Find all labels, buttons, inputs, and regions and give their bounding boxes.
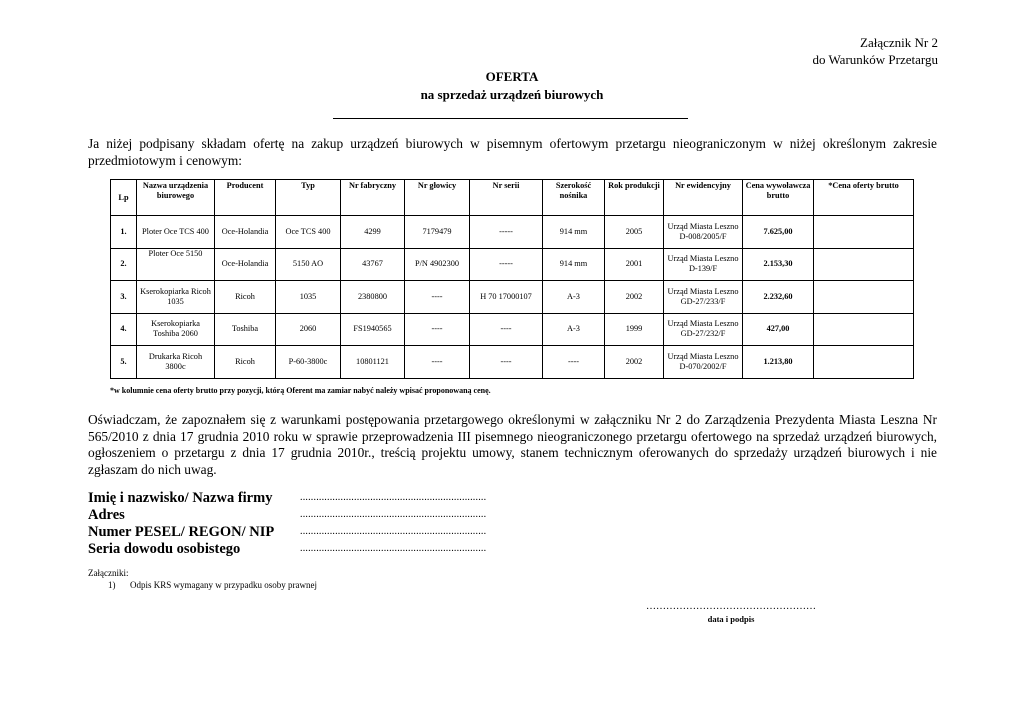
cell-type: 5150 AO: [276, 248, 341, 281]
annex-line-1: Załącznik Nr 2: [860, 35, 938, 50]
header-media-width: Szerokość nośnika: [543, 180, 605, 216]
attachments-heading: Załączniki:: [88, 568, 129, 578]
table-header-row: [111, 180, 914, 216]
cell-head-number: P/N 4902300: [405, 248, 470, 281]
cell-head-number: ----: [405, 346, 470, 379]
header-serial-number: Nr fabryczny: [341, 180, 405, 216]
cell-head-number: ----: [405, 313, 470, 346]
annex-line-2: do Warunków Przetargu: [812, 52, 938, 67]
cell-media-width: A-3: [543, 313, 605, 346]
attachment-text: Odpis KRS wymagany w przypadku osoby prawnej: [130, 580, 317, 590]
table-row: [111, 281, 914, 314]
cell-serial-number: FS1940565: [341, 313, 405, 346]
cell-producer: Oce-Holandia: [215, 216, 276, 249]
cell-media-width: 914 mm: [543, 216, 605, 249]
cell-media-width: 914 mm: [543, 248, 605, 281]
cell-production-year: 2002: [605, 346, 664, 379]
cell-starting-price: 427,00: [743, 313, 814, 346]
cell-serial-number: 2380800: [341, 281, 405, 314]
field-label-address: Adres: [88, 507, 125, 523]
cell-starting-price: 7.625,00: [743, 216, 814, 249]
cell-serial-number: 10801121: [341, 346, 405, 379]
cell-type: 1035: [276, 281, 341, 314]
cell-series-number: -----: [470, 216, 543, 249]
document-title: OFERTA: [485, 69, 539, 84]
address-field[interactable]: .....................................................................: [300, 509, 487, 520]
annex-header: [812, 34, 938, 68]
cell-inventory-number: Urząd Miasta Leszno D-070/2002/F: [664, 346, 743, 379]
cell-series-number: -----: [470, 248, 543, 281]
cell-inventory-number: Urząd Miasta Leszno GD-27/233/F: [664, 281, 743, 314]
cell-producer: Ricoh: [215, 346, 276, 379]
cell-production-year: 2002: [605, 281, 664, 314]
header-lp: Lp: [111, 180, 137, 216]
cell-lp: 4.: [111, 313, 137, 346]
cell-head-number: 7179479: [405, 216, 470, 249]
cell-offer-price-input[interactable]: [814, 248, 914, 281]
cell-producer: Ricoh: [215, 281, 276, 314]
cell-production-year: 2001: [605, 248, 664, 281]
header-type: Typ: [276, 180, 341, 216]
header-producer: Producent: [215, 180, 276, 216]
header-head-number: Nr głowicy: [405, 180, 470, 216]
table-row: [111, 346, 914, 379]
header-offer-price: *Cena oferty brutto: [814, 180, 914, 216]
cell-media-width: ----: [543, 346, 605, 379]
document-subtitle: na sprzedaż urządzeń biurowych: [420, 87, 604, 102]
cell-type: Oce TCS 400: [276, 216, 341, 249]
cell-device-name: Ploter Oce 5150: [137, 248, 215, 281]
intro-paragraph: Ja niżej podpisany składam ofertę na zakup urządzeń biurowych w pisemnym ofertowym przetargu nieograniczonym w niżej określonym zakresie przedmiotowym i cenowym:: [88, 136, 937, 168]
cell-series-number: ----: [470, 346, 543, 379]
cell-starting-price: 1.213,80: [743, 346, 814, 379]
cell-production-year: 2005: [605, 216, 664, 249]
attachment-number: 1): [108, 580, 116, 590]
field-label-name: Imię i nazwisko/ Nazwa firmy: [88, 490, 273, 506]
cell-device-name: Ploter Oce TCS 400: [137, 216, 215, 249]
cell-type: 2060: [276, 313, 341, 346]
cell-inventory-number: Urząd Miasta Leszno GD-27/232/F: [664, 313, 743, 346]
cell-starting-price: 2.153,30: [743, 248, 814, 281]
cell-inventory-number: Urząd Miasta Leszno D-008/2005/F: [664, 216, 743, 249]
cell-offer-price-input[interactable]: [814, 281, 914, 314]
cell-lp: 3.: [111, 281, 137, 314]
field-label-id-series: Seria dowodu osobistego: [88, 541, 241, 557]
field-label-id-number: Numer PESEL/ REGON/ NIP: [88, 524, 275, 540]
cell-type: P-60-3800c: [276, 346, 341, 379]
cell-serial-number: 43767: [341, 248, 405, 281]
cell-lp: 2.: [111, 248, 137, 281]
cell-device-name: Kserokopiarka Ricoh 1035: [137, 281, 215, 314]
name-field[interactable]: .....................................................................: [300, 492, 487, 503]
offer-table: [110, 179, 914, 379]
table-footnote: *w kolumnie cena oferty brutto przy pozycji, którą Oferent ma zamiar nabyć należy wpisać proponowaną cenę.: [110, 386, 491, 395]
cell-production-year: 1999: [605, 313, 664, 346]
cell-series-number: H 70 17000107: [470, 281, 543, 314]
cell-lp: 5.: [111, 346, 137, 379]
cell-producer: Oce-Holandia: [215, 248, 276, 281]
cell-inventory-number: Urząd Miasta Leszno D-139/F: [664, 248, 743, 281]
cell-offer-price-input[interactable]: [814, 216, 914, 249]
cell-offer-price-input[interactable]: [814, 346, 914, 379]
table-row: [111, 216, 914, 249]
cell-media-width: A-3: [543, 281, 605, 314]
cell-device-name: Drukarka Ricoh 3800c: [137, 346, 215, 379]
cell-producer: Toshiba: [215, 313, 276, 346]
cell-serial-number: 4299: [341, 216, 405, 249]
table-row: [111, 313, 914, 346]
signature-line[interactable]: ……………………………………………: [646, 601, 816, 612]
header-production-year: Rok produkcji: [605, 180, 664, 216]
header-starting-price: Cena wywoławcza brutto: [743, 180, 814, 216]
cell-head-number: ----: [405, 281, 470, 314]
header-series-number: Nr serii: [470, 180, 543, 216]
header-inventory-number: Nr ewidencyjny: [664, 180, 743, 216]
declaration-paragraph: Oświadczam, że zapoznałem się z warunkami postępowania przetargowego określonymi w załączniku Nr 2 do Zarządzenia Prezydenta Miasta Leszna Nr 565/2010 z dnia 17 grudnia 2010 roku w sprawie przeprowadzenia III pisemnego nieograniczonego przetargu ofertowego na sprzedaż urządzeń biurowych, ogłoszeniem o przetargu z dnia 17 grudnia 2010r., treścią projektu umowy, stanem technicznym oferowanych do sprzedaży urządzeń biurowych i nie zgłaszam do nich uwag.: [88, 412, 937, 477]
cell-series-number: ----: [470, 313, 543, 346]
cell-starting-price: 2.232,60: [743, 281, 814, 314]
cell-offer-price-input[interactable]: [814, 313, 914, 346]
cell-lp: 1.: [111, 216, 137, 249]
id-series-field[interactable]: .....................................................................: [300, 543, 487, 554]
id-number-field[interactable]: .....................................................................: [300, 526, 487, 537]
cell-device-name: Kserokopiarka Toshiba 2060: [137, 313, 215, 346]
signature-label: data i podpis: [707, 614, 755, 624]
table-row: [111, 248, 914, 281]
header-device-name: Nazwa urządzenia biurowego: [137, 180, 215, 216]
title-underline: [333, 118, 688, 119]
